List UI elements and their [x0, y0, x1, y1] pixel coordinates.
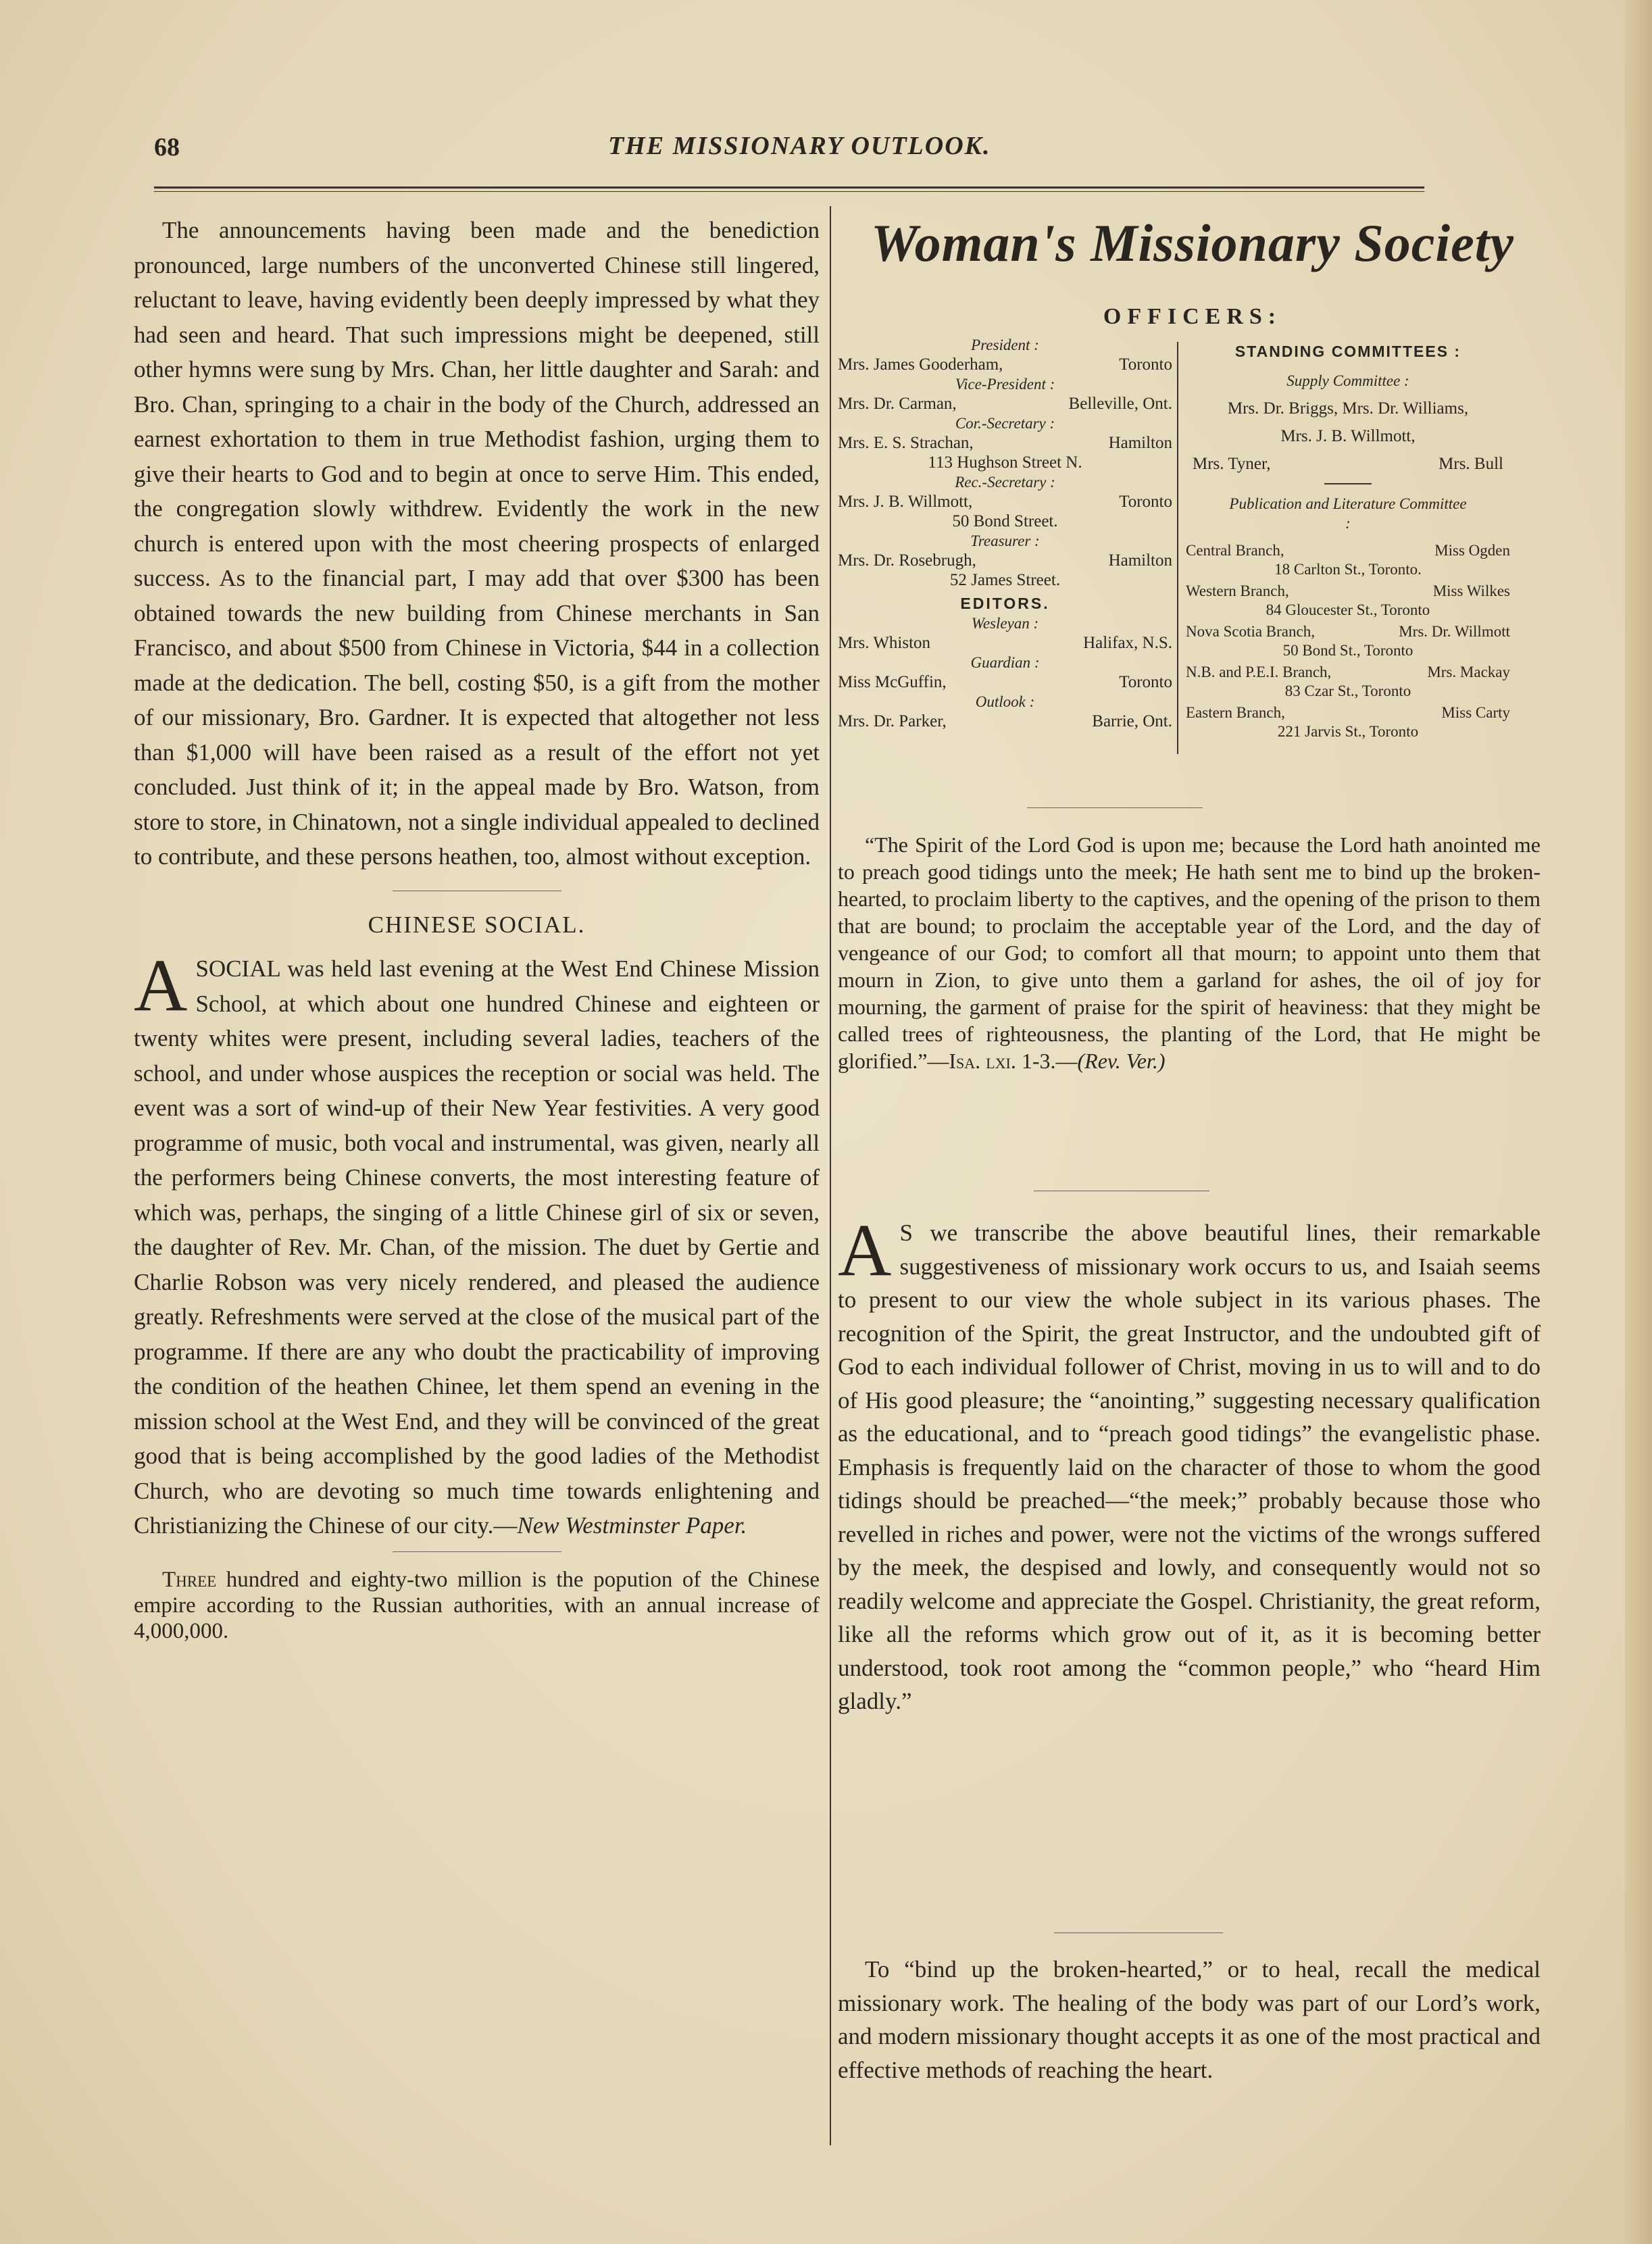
- committee-rule: [1324, 483, 1372, 484]
- branch-address: 83 Czar St., Toronto: [1284, 682, 1411, 699]
- medical-paragraph: [838, 1953, 1541, 2087]
- column-divider: [830, 206, 831, 2145]
- editor-role: Outlook :: [975, 693, 1035, 710]
- supply-members: Mrs. Dr. Briggs, Mrs. Dr. Williams,: [1227, 399, 1469, 418]
- population-note: [134, 1567, 820, 1644]
- drop-cap: A: [134, 944, 188, 1026]
- officer-name: Mrs. James Gooderham,: [838, 355, 1003, 374]
- officer-place: Hamilton: [1108, 551, 1172, 570]
- social-text: SOCIAL was held last evening at the West End Chinese Mission School, at which about one hundred Chinese and eighteen or twenty whites were present, including several ladies, teachers of the school, and under whose auspices the reception or social was held. The event was a sort of wind-up of their New Year festivities. A very good programme of music, both vocal and instrumental, was given, nearly all the performers being Chinese converts, the most interesting feature of which was, perhaps, the singing of a little Chinese girl of six or seven, the daughter of Rev. Mr. Chan, of the mission. The duet by Gertie and Charlie Robson was very nicely rendered, and pleased the audience greatly. Refreshments were served at the close of the musical part of the programme. If there are any who doubt the practicability of improving the condition of the heathen Chinee, let them spend an evening in the mission school at the West End, and they will be convinced of the great good that is being accomplished by the good ladies of the Methodist Church, who are devoting so much time towards enlightening and Christianizing the Chinese of our city.—: [134, 955, 820, 1539]
- editor-entry: [838, 692, 1172, 731]
- society-box: [838, 209, 1547, 781]
- officers-divider: [1177, 342, 1178, 754]
- officers-block: [838, 335, 1547, 781]
- section-rule: [1027, 807, 1203, 808]
- supply-committee-heading: Supply Committee :: [1286, 372, 1409, 389]
- quote-body: “The Spirit of the Lord God is upon me; because the Lord hath anointed me to preach good tidings unto the meek; He hath sent me to bind up the broken-hearted, to proclaim liberty to the captives, and the opening of the prison to them that are bound; to proclaim the acceptable year of the Lord, and the day of vengeance of our God; to comfort all that mourn; to appoint unto them that mourn in Zion, to give unto them a garland for ashes, the oil of joy for mourning, the garment of praise for the spirit of heaviness: that they might be called trees of righteousness, the planting of the Lord, that He might be glorified.”—: [838, 832, 1541, 1073]
- officer-entry: [838, 472, 1172, 531]
- editor-entry: [838, 653, 1172, 692]
- officer-entry: [838, 414, 1172, 472]
- branch-contact: Miss Carty: [1441, 704, 1510, 721]
- branch-address: 18 Carlton St., Toronto.: [1274, 561, 1422, 578]
- officer-name: Mrs. J. B. Willmott,: [838, 493, 973, 511]
- committees-list: [1186, 335, 1510, 744]
- branch-name: Western Branch,: [1186, 582, 1289, 599]
- branch-name: Nova Scotia Branch,: [1186, 623, 1315, 640]
- officer-entry: [838, 531, 1172, 590]
- section-rule: [393, 1551, 561, 1552]
- branch-entry: [1186, 703, 1510, 741]
- branch-contact: Miss Wilkes: [1432, 582, 1510, 599]
- quote-text: [838, 831, 1541, 1074]
- officer-place: Hamilton: [1108, 434, 1172, 452]
- editorial-paragraph: [838, 1209, 1541, 1718]
- branch-address: 84 Gloucester St., Toronto: [1266, 601, 1430, 618]
- editor-place: Toronto: [1119, 673, 1172, 691]
- scripture-quote: [838, 831, 1541, 1074]
- officer-role: President :: [971, 336, 1039, 353]
- editor-name: Mrs. Dr. Parker,: [838, 712, 947, 730]
- editor-place: Barrie, Ont.: [1092, 712, 1172, 730]
- officer-name: Mrs. Dr. Rosebrugh,: [838, 551, 976, 570]
- officer-name: Mrs. E. S. Strachan,: [838, 434, 974, 452]
- editor-entry: [838, 614, 1172, 653]
- officer-entry: [838, 374, 1172, 414]
- branch-entry: [1186, 622, 1510, 660]
- editor-name: Mrs. Whiston: [838, 634, 931, 652]
- article-paragraph: The announcements having been made and the benediction pronounced, large numbers of the unconverted Chinese still lingered, reluctant to leave, having evidently been deeply impressed by what they had seen and heard. That such impressions might be deepened, still other hymns were sung by Mrs. Chan, her little daughter and Sarah: and Bro. Chan, springing to a chair in the body of the Church, addressed an earnest exhortation to them in true Methodist fashion, urging them to give their hearts to God and to begin at once to serve Him. This ended, the congregation slowly withdrew. Evidently the work in the new church is entered upon with the most cheering prospects of enlarged success. As to the financial part, I may add that over $300 has been obtained towards the new building from Chinese merchants in San Francisco, and about $500 from Chinese in Victoria, $44 in a collection made at the dedication. The bell, costing $50, is a gift from the mother of our missionary, Bro. Gardner. It is expected that altogether not less than $1,000 will have been raised as a result of the effort not yet concluded. Just think of it; in the appeal made by Bro. Watson, from store to store, in Chinatown, not a single individual appealed to declined to contribute, and these persons heathen, too, almost without exception.: [134, 217, 820, 870]
- branch-contact: Mrs. Mackay: [1427, 664, 1510, 680]
- medical-text: To “bind up the broken-hearted,” or to heal, recall the medical missionary work. The healing of the body was part of our Lord’s work, and modern missionary thought accepts it as one of the most practical and effective methods of reaching the heart.: [838, 1956, 1541, 2083]
- running-title: THE MISSIONARY OUTLOOK.: [608, 132, 991, 160]
- officer-role: Treasurer :: [970, 532, 1040, 549]
- publication-committee-heading: Publication and Literature Committee :: [1229, 495, 1467, 532]
- officer-address: 113 Hughson Street N.: [928, 453, 1082, 472]
- lead-word: Three: [162, 1567, 217, 1592]
- officer-role: Rec.-Secretary :: [955, 474, 1055, 491]
- branch-entry: [1186, 582, 1510, 620]
- quote-reference: Isa. lxi. 1-3.—: [949, 1049, 1078, 1073]
- officer-address: 50 Bond Street.: [952, 512, 1058, 530]
- officers-list: [838, 335, 1172, 731]
- officer-name: Mrs. Dr. Carman,: [838, 395, 957, 413]
- header-rule: [154, 186, 1424, 192]
- supply-member: Mrs. Bull: [1438, 455, 1503, 473]
- supply-members: Mrs. J. B. Willmott,: [1280, 427, 1416, 445]
- officer-role: Cor.-Secretary :: [955, 415, 1055, 432]
- officer-address: 52 James Street.: [949, 571, 1061, 589]
- branch-contact: Mrs. Dr. Willmott: [1399, 623, 1510, 640]
- branch-name: Central Branch,: [1186, 542, 1284, 559]
- officer-place: Belleville, Ont.: [1068, 395, 1172, 413]
- social-paragraph: [134, 944, 820, 1543]
- branch-name: Eastern Branch,: [1186, 704, 1285, 721]
- branch-entry: [1186, 663, 1510, 701]
- drop-cap: A: [838, 1209, 892, 1291]
- standing-committees-heading: STANDING COMMITTEES :: [1234, 343, 1461, 360]
- branch-contact: Miss Ogden: [1434, 542, 1510, 559]
- branch-name: N.B. and P.E.I. Branch,: [1186, 664, 1332, 680]
- supply-member: Mrs. Tyner,: [1193, 455, 1271, 473]
- left-column: [134, 213, 820, 1644]
- society-title: Woman's Missionary Society: [871, 214, 1514, 272]
- population-text: hundred and eighty-two million is the popution of the Chinese empire according to the Russian authorities, with an annual increase of 4,000,000.: [134, 1567, 820, 1643]
- branch-address: 50 Bond St., Toronto: [1282, 642, 1413, 659]
- officers-heading: OFFICERS:: [1103, 304, 1282, 329]
- page-header: [135, 126, 1419, 166]
- page-edge: [1625, 0, 1652, 2244]
- editorial-text: S we transcribe the above beautiful lines, their remarkable suggestiveness of missionary work occurs to us, and Isaiah seems to present to our view the whole subject in its various phases. The recognition of the Spirit, the great Instructor, and the undoubted gift of God to each individual follower of Christ, moving in us to will and to do of His good pleasure; the “anointing,” suggesting necessary qualification as the educational, and to “preach good tidings” the evangelistic phase. Emphasis is frequently laid on the character of those to whom the good tidings should be preached—“the meek;” probably because those who revelled in riches and power, were not the victims of the wrongs suffered by the meek, the despised and lowly, and consequently would not so readily welcome and appreciate the Gospel. Christianity, the great reform, like all the reforms which grow out of it, as it is becoming better understood, took root among the “common people,” who “heard Him gladly.”: [838, 1220, 1541, 1714]
- officer-place: Toronto: [1119, 493, 1172, 511]
- editor-role: Guardian :: [970, 654, 1040, 671]
- editors-heading: EDITORS.: [960, 595, 1050, 612]
- branch-address: 221 Jarvis St., Toronto: [1277, 723, 1419, 740]
- editor-role: Wesleyan :: [971, 615, 1039, 632]
- officer-place: Toronto: [1119, 355, 1172, 374]
- section-heading: CHINESE SOCIAL.: [368, 911, 586, 938]
- editor-place: Halifax, N.S.: [1083, 634, 1172, 652]
- officer-role: Vice-President :: [955, 376, 1055, 393]
- quote-version: (Rev. Ver.): [1077, 1049, 1166, 1073]
- source-citation: New Westminster Paper.: [517, 1512, 747, 1539]
- officer-entry: [838, 335, 1172, 374]
- editorial-article: [838, 1209, 1541, 1718]
- branch-entry: [1186, 541, 1510, 579]
- page-number: 68: [154, 133, 180, 161]
- editor-name: Miss McGuffin,: [838, 673, 947, 691]
